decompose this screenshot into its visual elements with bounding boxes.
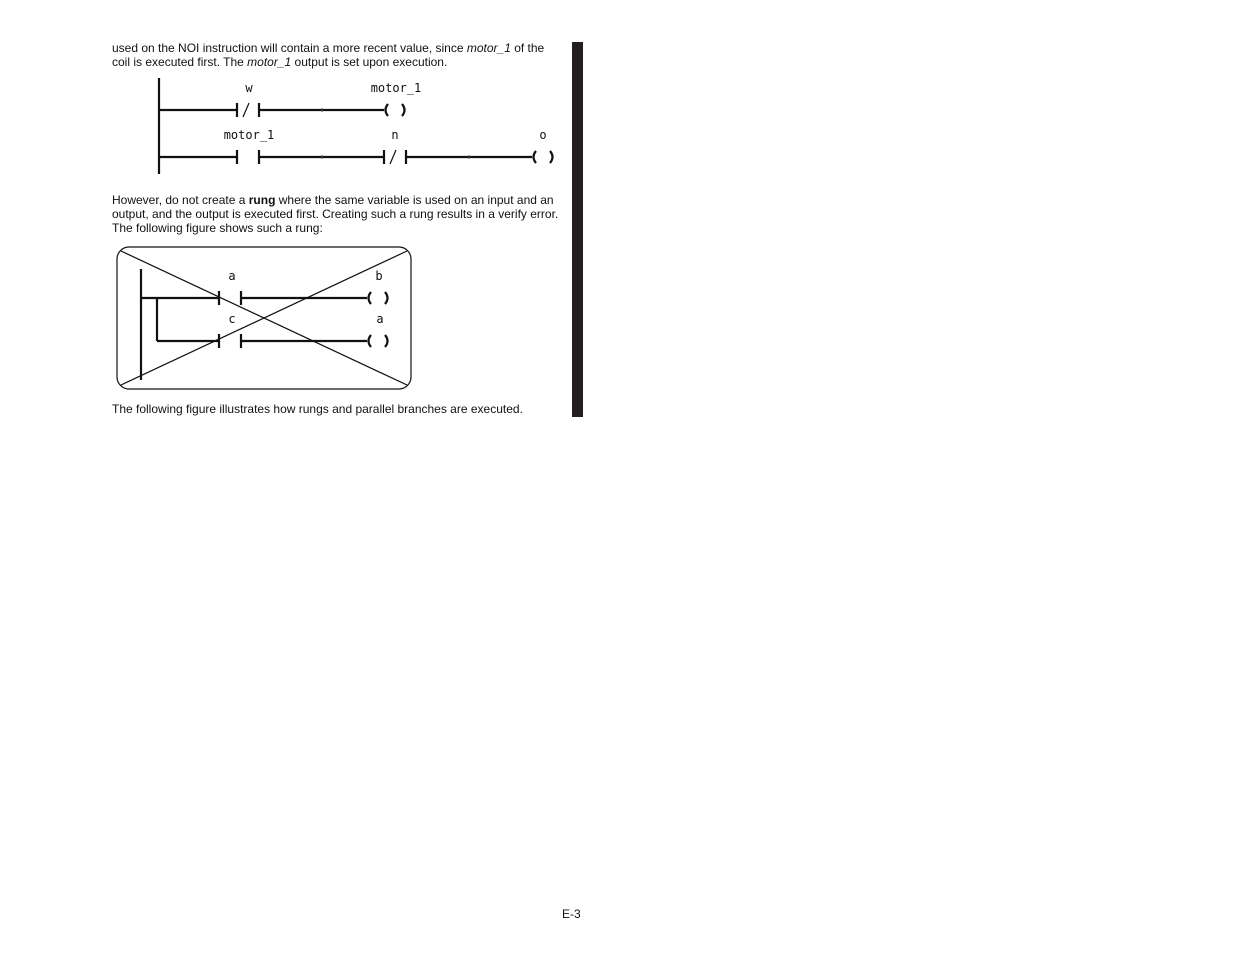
contact-label-n: n [391,128,399,142]
paragraph-noi-explanation [112,41,562,69]
coil-label-a: a [376,312,384,326]
ladder-diagram-2-invalid [115,245,415,391]
coil-label-o: o [539,128,547,142]
normally-open-contact-motor_1 [237,150,259,164]
section-sidebar-bar [572,42,583,417]
coil-o [534,151,553,163]
coil-a [369,335,388,347]
coil-label-b: b [375,269,383,283]
paragraph-verify-error-warning [112,193,562,235]
text: where the same variable is used on an input and an output, and the output is executed first. Creating such a rung results in a verify error. The following figure shows such a rung: [112,193,559,235]
coil-b [369,292,388,304]
coil-motor_1 [386,104,405,116]
contact-label-c: c [228,312,236,326]
text: output is set upon execution. [291,55,448,69]
text: used on the NOI instruction will contain a more recent value, since [112,41,467,55]
contact-label-w: w [245,81,253,95]
variable-name: motor_1 [466,41,511,55]
contact-label-motor_1: motor_1 [223,128,275,142]
normally-closed-contact-w [237,103,259,117]
contact-label-a: a [228,269,236,283]
text: However, do not create a [112,193,249,207]
coil-label-motor_1: motor_1 [370,81,422,95]
text: of the coil is executed first. The [112,41,545,69]
normally-closed-contact-n [384,150,406,164]
ladder-diagram-1 [150,76,570,176]
variable-name: motor_1 [247,55,292,69]
normally-open-contact-c [219,334,241,348]
page-number: E-3 [562,907,581,921]
bold-term: rung [248,193,276,207]
paragraph-execution-intro: The following figure illustrates how rungs and parallel branches are executed. [112,402,523,416]
